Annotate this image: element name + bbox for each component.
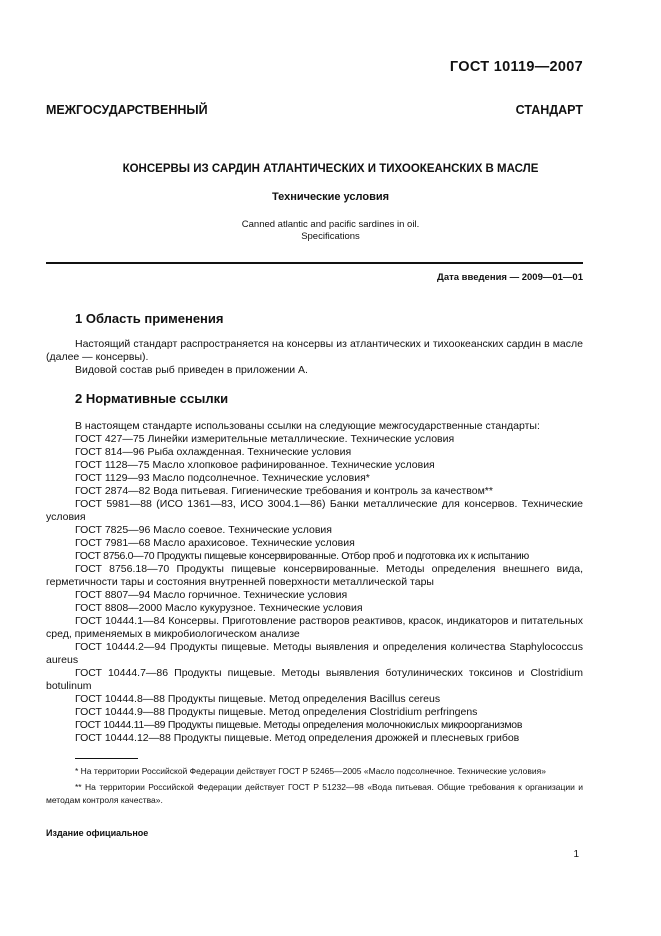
reference-item: ГОСТ 7981—68 Масло арахисовое. Технические условия	[75, 537, 355, 549]
reference-item: ГОСТ 8808—2000 Масло кукурузное. Технические условия	[75, 602, 363, 614]
reference-item: ГОСТ 8756.0—70 Продукты пищевые консервированные. Отбор проб и подготовка их к испытанию	[75, 550, 529, 562]
footnotes	[46, 765, 583, 807]
english-title	[0, 219, 661, 243]
document-number: ГОСТ 10119—2007	[449, 59, 583, 75]
reference-item: ГОСТ 1128—75 Масло хлопковое рафинированное. Технические условия	[75, 459, 435, 471]
section-1-body	[46, 338, 583, 377]
section-1-paragraph: Настоящий стандарт распространяется на консервы из атлантических и тихоокеанских сардин в масле (далее — консервы).	[46, 338, 583, 363]
reference-item: ГОСТ 10444.7—86 Продукты пищевые. Методы выявления ботулинических токсинов и Clostridium botulinum	[46, 667, 583, 692]
english-title-line-2: Specifications	[301, 231, 360, 242]
section-1-paragraph: Видовой состав рыб приведен в приложении А.	[75, 364, 308, 376]
reference-item: ГОСТ 427—75 Линейки измерительные металлические. Технические условия	[75, 433, 455, 445]
english-title-line-1: Canned atlantic and pacific sardines in oil.	[241, 219, 420, 230]
edition-label: Издание официальное	[46, 828, 149, 838]
reference-item: ГОСТ 5981—88 (ИСО 1361—83, ИСО 3004.1—86) Банки металлические для консервов. Технические условия	[46, 498, 583, 523]
footnote-item: * На территории Российской Федерации действует ГОСТ Р 52465—2005 «Масло подсолнечное. Технические условия»	[75, 766, 546, 776]
footnote-item: ** На территории Российской Федерации действует ГОСТ Р 51232—98 «Вода питьевая. Общие требования к организации и методам контроля качества».	[46, 782, 583, 805]
reference-item: ГОСТ 2874—82 Вода питьевая. Гигиенические требования и контроль за качеством**	[75, 485, 493, 497]
reference-item: ГОСТ 10444.8—88 Продукты пищевые. Метод определения Bacillus cereus	[75, 693, 441, 705]
document-title: КОНСЕРВЫ ИЗ САРДИН АТЛАНТИЧЕСКИХ И ТИХООКЕАНСКИХ В МАСЛЕ	[122, 163, 539, 175]
section-2-body	[46, 420, 583, 745]
reference-item: ГОСТ 10444.1—84 Консервы. Приготовление растворов реактивов, красок, индикаторов и питательных сред, применяемых в микробиологическом анализе	[46, 615, 583, 640]
reference-item: ГОСТ 8807—94 Масло горчичное. Технические условия	[75, 589, 348, 601]
reference-item: ГОСТ 10444.9—88 Продукты пищевые. Метод определения Clostridium perfringens	[75, 706, 478, 718]
section-2-intro: В настоящем стандарте использованы ссылки на следующие межгосударственные стандарты:	[75, 420, 540, 432]
reference-item: ГОСТ 814—96 Рыба охлажденная. Технические условия	[75, 446, 352, 458]
footnote-divider	[75, 758, 138, 759]
document-subtitle: Технические условия	[271, 191, 390, 203]
reference-item: ГОСТ 10444.12—88 Продукты пищевые. Метод определения дрожжей и плесневых грибов	[75, 732, 520, 744]
standard-banner: МЕЖГОСУДАРСТВЕННЫЙ СТАНДАРТ	[46, 103, 583, 117]
reference-item: ГОСТ 7825—96 Масло соевое. Технические условия	[75, 524, 332, 536]
page-number: 1	[573, 849, 579, 860]
introduction-date: Дата введения — 2009—01—01	[437, 272, 583, 283]
title-divider	[46, 262, 583, 264]
reference-item: ГОСТ 1129—93 Масло подсолнечное. Технические условия*	[75, 472, 370, 484]
reference-item: ГОСТ 10444.2—94 Продукты пищевые. Методы выявления и определения количества Staphylococcus aureus	[46, 641, 583, 666]
section-2-heading: 2 Нормативные ссылки	[75, 391, 229, 406]
reference-item: ГОСТ 10444.11—89 Продукты пищевые. Методы определения молочнокислых микроорганизмов	[75, 719, 523, 731]
reference-item: ГОСТ 8756.18—70 Продукты пищевые консервированные. Методы определения внешнего вида, герметичности тары и состояния внутренней поверхности металлической тары	[46, 563, 583, 588]
section-1-heading: 1 Область применения	[75, 311, 224, 326]
